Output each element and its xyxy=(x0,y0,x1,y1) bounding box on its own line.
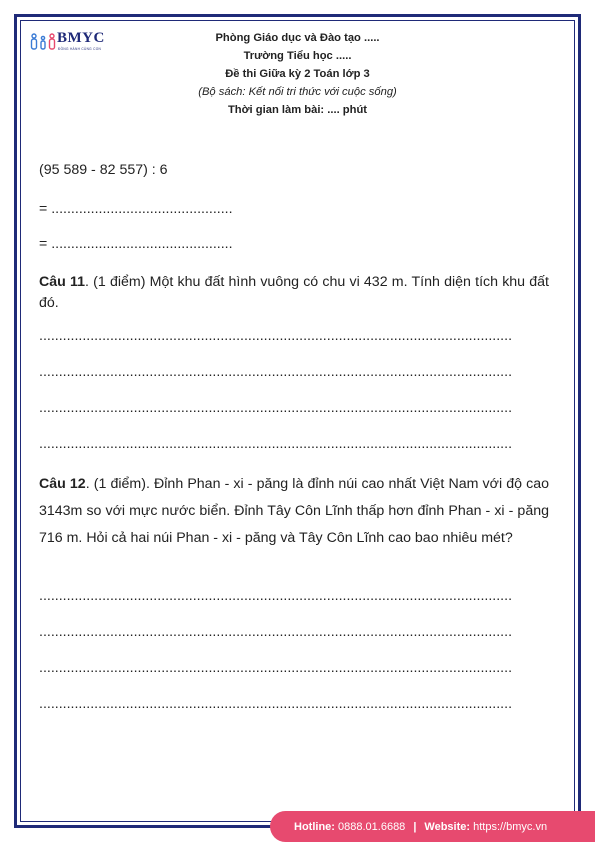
answer-line: ........................................................................................................................ xyxy=(39,660,513,676)
answer-line: ........................................................................................................................ xyxy=(39,328,513,344)
calc-step-1: = .............................................. xyxy=(39,201,233,217)
school-line: Trường Tiểu học ..... xyxy=(243,50,352,62)
contact-footer xyxy=(270,811,595,842)
website-link[interactable]: https://bmyc.vn xyxy=(473,820,548,833)
calc-expression: (95 589 - 82 557) : 6 xyxy=(39,162,168,178)
answer-line: ........................................................................................................................ xyxy=(39,436,513,452)
answer-line: ........................................................................................................................ xyxy=(39,696,513,712)
answer-line: ........................................................................................................................ xyxy=(39,364,513,380)
calc-step-2: = .............................................. xyxy=(39,236,233,252)
department-line: Phòng Giáo dục và Đào tạo ..... xyxy=(215,32,380,44)
website-label: Website: xyxy=(424,820,471,833)
exam-title: Đề thi Giữa kỳ 2 Toán lớp 3 xyxy=(225,68,370,80)
footer-separator: | xyxy=(413,820,417,833)
book-series-line: (Bộ sách: Kết nối tri thức với cuộc sống) xyxy=(198,86,397,98)
question-11-label: Câu 11 xyxy=(39,274,86,290)
exam-header xyxy=(0,29,595,119)
time-line: Thời gian làm bài: .... phút xyxy=(227,104,368,116)
answer-line: ........................................................................................................................ xyxy=(39,588,513,604)
question-12-label: Câu 12 xyxy=(39,476,86,492)
question-11-text: . (1 điểm) Một khu đất hình vuông có chu vi 432 m. Tính diện tích khu đất đó. xyxy=(39,274,550,311)
question-11 xyxy=(39,272,549,314)
logo-tagline: ĐỒNG HÀNH CÙNG CON xyxy=(58,47,102,51)
question-12 xyxy=(39,471,549,552)
question-12-text: . (1 điểm). Đỉnh Phan - xi - păng là đỉnh núi cao nhất Việt Nam với độ cao 3143m so với mực nước biển. Đỉnh Tây Côn Lĩnh thấp hơn đỉnh Phan - xi - păng 716 m. Hỏi cả hai núi Phan - xi - păng và Tây Côn Lĩnh cao bao nhiêu mét? xyxy=(39,476,549,546)
answer-line: ........................................................................................................................ xyxy=(39,624,513,640)
answer-line: ........................................................................................................................ xyxy=(39,400,513,416)
hotline-label: Hotline: xyxy=(294,820,335,833)
hotline-value[interactable]: 0888.01.6688 xyxy=(338,820,406,833)
logo-text: BMYC xyxy=(57,30,105,46)
